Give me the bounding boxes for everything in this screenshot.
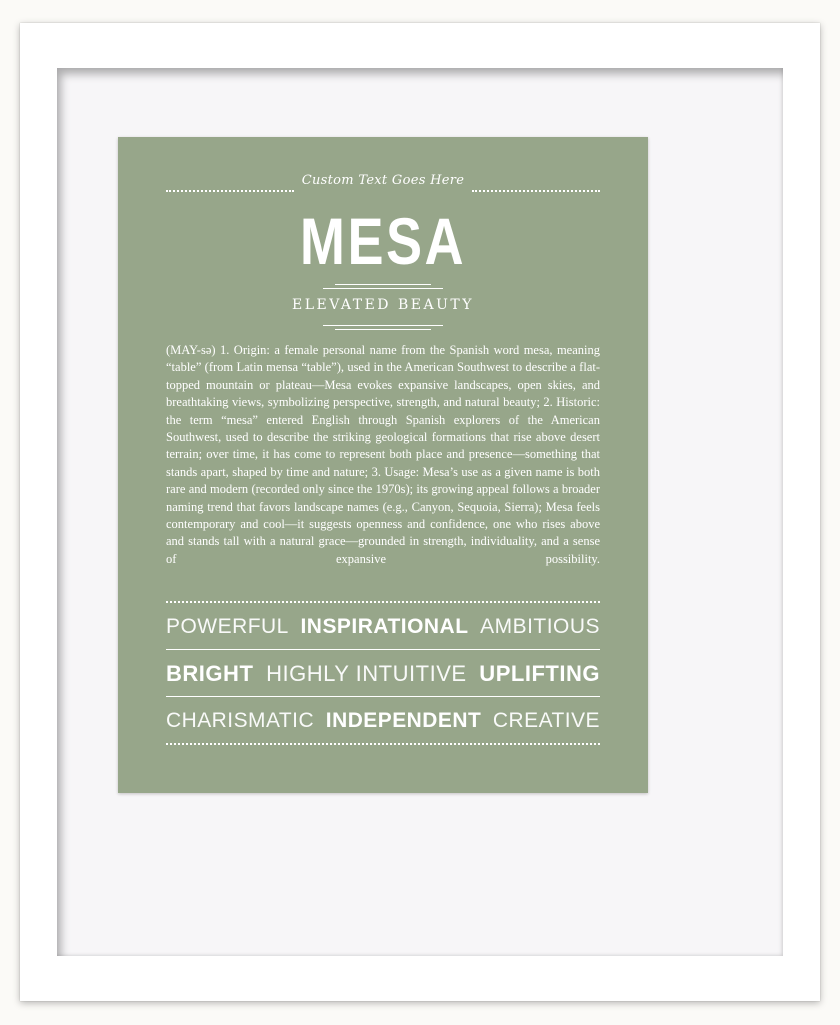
definition-text: (MAY-sə) 1. Origin: a female personal name from the Spanish word mesa, meaning “table” (from Latin mensa “table”), used in the American Southwest to describe a flat-topped mountain or plateau—Mesa evokes expansive landscapes, open skies, and breathtaking views, symbolizing perspective, strength, and natural beauty; 2. Historic: the term “mesa” entered English through Spanish explorers of the American Southwest, used to describe the striking geological formations that rise above desert terrain; over time, it has come to represent both place and presence—something that stands apart, shaped by time and nature; 3. Usage: Mesa’s use as a given name is both rare and modern (recorded only since the 1970s); its growing appeal follows a broader naming trend that favors landscape names (e.g., Canyon, Sequoia, Sierra); Mesa feels contemporary and cool—it suggests openness and confidence, one who rises above and stands tall with a natural grace—grounded in strength, individuality, and a sense of expansive possibility. (166, 343, 600, 566)
trait: UPLIFTING (479, 661, 600, 686)
trait: INDEPENDENT (325, 709, 482, 732)
name-definition (166, 342, 600, 568)
trait-row-3 (166, 701, 600, 741)
picture-frame (20, 23, 820, 1001)
dotted-line-traits-top (166, 601, 600, 603)
rule-above-meaning-2 (323, 288, 443, 289)
trait: CHARISMATIC (166, 709, 315, 732)
custom-text: Custom Text Goes Here (301, 173, 465, 188)
name-print (118, 137, 648, 793)
trait: CREATIVE (492, 709, 600, 732)
dotted-line-left (166, 190, 294, 192)
trait-divider-2 (166, 696, 600, 697)
rule-below-meaning-1 (323, 325, 443, 326)
trait: HIGHLY INTUITIVE (266, 661, 467, 686)
trait: AMBITIOUS (480, 615, 600, 638)
rule-below-meaning-2 (335, 329, 431, 330)
trait-row-2 (166, 654, 600, 694)
trait-row-1 (166, 607, 600, 647)
rule-above-meaning-1 (335, 284, 431, 285)
trait: BRIGHT (166, 661, 254, 686)
name-meaning: ELEVATED BEAUTY (292, 297, 474, 313)
trait: INSPIRATIONAL (300, 615, 469, 638)
trait-divider-1 (166, 649, 600, 650)
dotted-line-right (472, 190, 600, 192)
dotted-line-traits-bottom (166, 743, 600, 745)
custom-text-row (166, 173, 600, 198)
name-title: MESA (299, 204, 467, 278)
trait: POWERFUL (166, 615, 289, 638)
